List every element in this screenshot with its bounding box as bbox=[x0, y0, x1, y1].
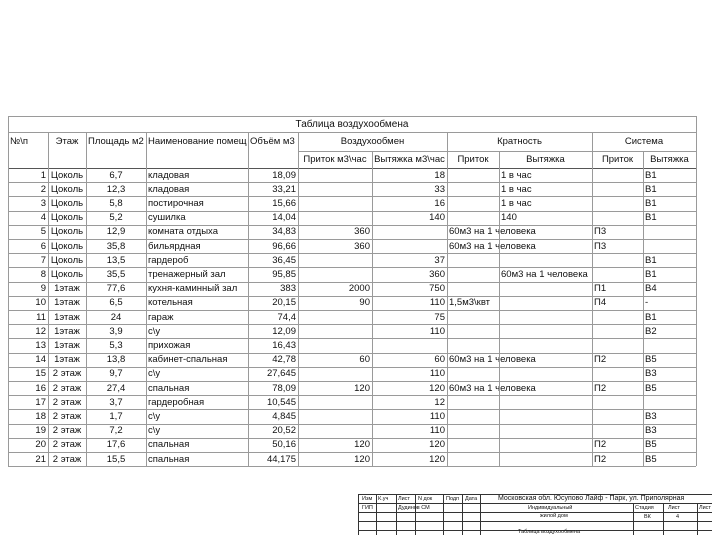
cell-floor: Цоколь bbox=[50, 254, 84, 266]
cell-ae-supply bbox=[298, 268, 372, 281]
cell-mult-exhaust bbox=[499, 424, 592, 437]
stamp-col-podp: Подп bbox=[446, 496, 460, 502]
stamp-object-line1: Индивидуальный bbox=[528, 505, 573, 511]
cell-num: 8 bbox=[40, 269, 46, 280]
cell-ae-supply bbox=[298, 311, 372, 324]
cell-sys-supply bbox=[592, 211, 643, 224]
cell-ae-supply bbox=[298, 410, 372, 423]
cell-num: 19 bbox=[35, 425, 46, 437]
cell-ae-supply bbox=[298, 183, 372, 196]
cell-sys-exhaust: В5 bbox=[645, 354, 657, 366]
stamp-sheet-value: 4 bbox=[676, 514, 680, 520]
table-title: Таблица воздухообмена bbox=[295, 118, 409, 130]
cell-mult-exhaust bbox=[499, 382, 592, 395]
cell-mult-exhaust bbox=[499, 311, 592, 324]
table-rule-h bbox=[8, 466, 696, 467]
cell-ae-supply bbox=[298, 396, 372, 409]
cell-name: кладовая bbox=[148, 183, 190, 195]
cell-mult-supply: 60м3 на 1 человека bbox=[449, 226, 536, 238]
table-rule-v bbox=[8, 116, 9, 466]
cell-ae-exhaust bbox=[372, 240, 447, 253]
cell-sys-supply: П3 bbox=[594, 240, 607, 252]
cell-floor: 1этаж bbox=[54, 283, 80, 295]
cell-area: 12,9 bbox=[106, 226, 126, 238]
cell-mult-supply bbox=[447, 197, 499, 210]
cell-mult-exhaust: 60м3 на 1 человека bbox=[501, 269, 588, 280]
cell-mult-exhaust bbox=[499, 396, 592, 409]
cell-num: 17 bbox=[35, 396, 46, 408]
cell-num: 2 bbox=[40, 183, 46, 195]
cell-name: бильярдная bbox=[148, 240, 201, 252]
cell-ae-exhaust: 750 bbox=[429, 283, 445, 295]
cell-sys-supply: П4 bbox=[594, 297, 607, 309]
cell-ae-supply: 120 bbox=[354, 382, 370, 394]
cell-ae-exhaust: 16 bbox=[434, 198, 445, 209]
cell-ae-supply bbox=[298, 325, 372, 338]
cell-volume: 4,845 bbox=[272, 411, 296, 422]
cell-name: спальная bbox=[148, 453, 190, 465]
cell-sys-supply: П3 bbox=[594, 226, 607, 238]
cell-mult-exhaust bbox=[499, 353, 592, 366]
cell-area: 27,4 bbox=[106, 382, 126, 394]
cell-name: гардеробная bbox=[148, 396, 205, 408]
stamp-col-list: Лист bbox=[398, 496, 410, 502]
table-rule-v bbox=[696, 116, 697, 466]
table-rule-v bbox=[86, 132, 87, 466]
subheader-sys-exhaust: Вытяжка bbox=[650, 154, 689, 165]
cell-name: постирочная bbox=[148, 198, 204, 209]
cell-name: кладовая bbox=[148, 169, 190, 181]
cell-sys-exhaust: В1 bbox=[645, 198, 657, 209]
cell-ae-exhaust bbox=[372, 339, 447, 352]
table-rule-v bbox=[447, 132, 448, 466]
cell-sys-supply: П2 bbox=[594, 453, 607, 465]
cell-area: 24 bbox=[110, 311, 122, 323]
cell-ae-supply: 2000 bbox=[348, 283, 370, 295]
cell-area: 3,9 bbox=[109, 325, 123, 337]
cell-mult-exhaust: 1 в час bbox=[501, 183, 532, 195]
cell-volume: 42,78 bbox=[272, 354, 296, 366]
cell-name: с\у bbox=[148, 411, 161, 422]
cell-num: 18 bbox=[35, 411, 46, 422]
subheader-sys-supply: Приток bbox=[601, 154, 634, 165]
stamp-rule-v bbox=[462, 494, 463, 535]
cell-sys-supply bbox=[592, 254, 643, 267]
stamp-rule-h bbox=[358, 512, 712, 513]
cell-num: 16 bbox=[35, 382, 46, 394]
cell-sys-supply bbox=[592, 325, 643, 338]
cell-ae-supply: 120 bbox=[354, 439, 370, 451]
cell-sys-exhaust: В2 bbox=[645, 325, 657, 337]
cell-ae-supply bbox=[298, 197, 372, 210]
stamp-rule-v bbox=[480, 494, 481, 535]
cell-num: 1 bbox=[40, 169, 46, 181]
cell-mult-supply bbox=[447, 325, 499, 338]
cell-floor: 1этаж bbox=[54, 354, 80, 366]
cell-area: 35,5 bbox=[106, 269, 126, 280]
stamp-col-ndoc: N док bbox=[418, 496, 433, 502]
cell-sys-supply: П2 bbox=[594, 439, 607, 451]
cell-area: 15,5 bbox=[106, 453, 126, 465]
subheader-mult-supply: Приток bbox=[457, 154, 489, 165]
cell-num: 6 bbox=[40, 240, 46, 252]
cell-num: 3 bbox=[40, 198, 46, 209]
cell-sys-exhaust bbox=[643, 396, 696, 409]
cell-ae-supply bbox=[298, 367, 372, 380]
cell-name: гараж bbox=[148, 311, 174, 323]
cell-name: гардероб bbox=[148, 254, 189, 266]
cell-mult-supply bbox=[447, 254, 499, 267]
cell-name: тренажерный зал bbox=[148, 269, 226, 280]
cell-name: прихожая bbox=[148, 340, 191, 351]
cell-sys-exhaust: В1 bbox=[645, 254, 657, 266]
cell-mult-exhaust bbox=[499, 453, 592, 466]
cell-ae-exhaust: 140 bbox=[429, 212, 445, 224]
stamp-rule-v bbox=[697, 503, 698, 535]
cell-name: кухня-каминный зал bbox=[148, 283, 238, 295]
table-rule-v bbox=[248, 132, 249, 466]
cell-mult-exhaust bbox=[499, 325, 592, 338]
subheader-ae-exhaust: Вытяжка м3\час bbox=[374, 154, 445, 165]
header-multiplicity: Кратность bbox=[497, 136, 542, 147]
cell-ae-exhaust: 360 bbox=[429, 269, 445, 280]
cell-volume: 15,66 bbox=[272, 198, 296, 209]
cell-mult-supply bbox=[447, 339, 499, 352]
cell-area: 17,6 bbox=[106, 439, 126, 451]
cell-ae-supply bbox=[298, 211, 372, 224]
cell-area: 12,3 bbox=[106, 183, 126, 195]
cell-mult-exhaust: 1 в час bbox=[501, 169, 532, 181]
cell-mult-exhaust bbox=[499, 282, 592, 295]
cell-ae-exhaust: 110 bbox=[429, 411, 445, 422]
cell-name: комната отдыха bbox=[148, 226, 218, 238]
stamp-gip-name: Дудинов СМ bbox=[398, 505, 430, 511]
cell-sys-exhaust: В3 bbox=[645, 368, 657, 380]
stamp-rule-v bbox=[376, 494, 377, 535]
cell-area: 5,8 bbox=[109, 198, 123, 209]
cell-num: 21 bbox=[35, 453, 46, 465]
cell-floor: Цоколь bbox=[50, 212, 84, 224]
cell-mult-supply bbox=[447, 424, 499, 437]
cell-mult-exhaust bbox=[499, 240, 592, 253]
cell-ae-exhaust: 110 bbox=[429, 325, 445, 337]
cell-area: 1,7 bbox=[109, 411, 123, 422]
cell-ae-exhaust: 120 bbox=[429, 453, 445, 465]
cell-name: спальная bbox=[148, 382, 190, 394]
cell-sys-exhaust bbox=[643, 339, 696, 352]
cell-floor: 2 этаж bbox=[52, 453, 82, 465]
stamp-col-kuch: К.уч bbox=[378, 496, 389, 502]
cell-sys-supply bbox=[592, 410, 643, 423]
cell-volume: 44,175 bbox=[266, 453, 296, 465]
cell-volume: 50,16 bbox=[272, 439, 296, 451]
cell-volume: 383 bbox=[280, 283, 296, 295]
cell-ae-supply bbox=[298, 169, 372, 182]
cell-num: 7 bbox=[40, 254, 46, 266]
cell-mult-supply: 60м3 на 1 человека bbox=[449, 382, 536, 394]
stamp-rule-v bbox=[415, 494, 416, 535]
table-rule-h bbox=[298, 151, 696, 152]
cell-floor: 2 этаж bbox=[52, 382, 82, 394]
cell-ae-supply bbox=[298, 254, 372, 267]
cell-volume: 33,21 bbox=[272, 183, 296, 195]
cell-sys-exhaust: В4 bbox=[645, 283, 657, 295]
cell-name: с\у bbox=[148, 325, 161, 337]
cell-ae-exhaust: 110 bbox=[429, 368, 445, 380]
cell-area: 5,2 bbox=[109, 212, 123, 224]
cell-mult-exhaust bbox=[499, 296, 592, 309]
stamp-rule-h bbox=[358, 521, 712, 522]
cell-sys-supply: П2 bbox=[594, 354, 607, 366]
cell-num: 5 bbox=[40, 226, 46, 238]
subheader-mult-exhaust: Вытяжка bbox=[526, 154, 565, 165]
stamp-rule-h bbox=[358, 503, 712, 504]
cell-volume: 95,85 bbox=[272, 269, 296, 280]
header-area: Площадь м2 bbox=[88, 136, 144, 147]
cell-ae-supply: 360 bbox=[354, 240, 370, 252]
cell-num: 15 bbox=[35, 368, 46, 380]
cell-mult-supply bbox=[447, 169, 499, 182]
cell-num: 12 bbox=[35, 325, 46, 337]
cell-floor: Цоколь bbox=[50, 198, 84, 209]
cell-sys-supply: П2 bbox=[594, 382, 607, 394]
cell-sys-exhaust bbox=[643, 240, 696, 253]
header-system: Система bbox=[624, 136, 664, 147]
cell-sys-exhaust: В1 bbox=[645, 269, 657, 280]
cell-floor: 2 этаж bbox=[52, 411, 82, 422]
stamp-sheets-label: Лист bbox=[699, 505, 711, 511]
cell-ae-supply: 360 bbox=[354, 226, 370, 238]
cell-mult-supply bbox=[447, 396, 499, 409]
cell-num: 9 bbox=[40, 283, 46, 295]
cell-mult-supply bbox=[447, 367, 499, 380]
stamp-sheet-label: Лист bbox=[668, 505, 680, 511]
cell-mult-exhaust: 1 в час bbox=[501, 198, 532, 209]
cell-floor: 2 этаж bbox=[52, 368, 82, 380]
cell-volume: 14,04 bbox=[272, 212, 296, 224]
cell-sys-supply bbox=[592, 424, 643, 437]
cell-name: спальная bbox=[148, 439, 190, 451]
stamp-gip-label: ГИП bbox=[362, 505, 373, 511]
cell-mult-supply bbox=[447, 438, 499, 451]
cell-ae-exhaust: 110 bbox=[429, 297, 445, 309]
cell-sys-supply bbox=[592, 169, 643, 182]
cell-ae-supply: 90 bbox=[359, 297, 370, 309]
cell-ae-exhaust: 18 bbox=[434, 169, 445, 181]
cell-ae-supply: 60 bbox=[359, 354, 370, 366]
cell-sys-exhaust: В3 bbox=[645, 411, 657, 422]
cell-mult-supply bbox=[447, 410, 499, 423]
cell-ae-exhaust: 33 bbox=[434, 183, 445, 195]
header-air-exchange: Воздухообмен bbox=[340, 136, 405, 147]
cell-area: 6,7 bbox=[109, 169, 123, 181]
cell-mult-exhaust bbox=[499, 339, 592, 352]
table-rule-v bbox=[298, 132, 299, 466]
cell-mult-supply bbox=[447, 453, 499, 466]
cell-mult-supply bbox=[447, 282, 499, 295]
cell-ae-exhaust: 37 bbox=[434, 254, 445, 266]
cell-floor: Цоколь bbox=[50, 169, 84, 181]
stamp-col-izm: Изм bbox=[362, 496, 373, 502]
cell-mult-supply: 60м3 на 1 человека bbox=[449, 354, 536, 366]
cell-sys-exhaust: В1 bbox=[645, 212, 657, 224]
table-rule-v bbox=[499, 151, 500, 466]
header-floor: Этаж bbox=[55, 136, 79, 147]
cell-floor: Цоколь bbox=[50, 269, 84, 280]
cell-ae-exhaust: 12 bbox=[434, 396, 445, 408]
cell-floor: 1этаж bbox=[54, 325, 80, 337]
cell-volume: 27,645 bbox=[266, 368, 296, 380]
cell-ae-exhaust: 120 bbox=[429, 382, 445, 394]
cell-sys-supply: П1 bbox=[594, 283, 607, 295]
stamp-col-data: Дата bbox=[465, 496, 478, 502]
cell-mult-exhaust bbox=[499, 225, 592, 238]
cell-num: 11 bbox=[36, 311, 46, 323]
cell-ae-exhaust: 60 bbox=[434, 354, 445, 366]
cell-mult-supply bbox=[447, 183, 499, 196]
cell-sys-supply bbox=[592, 311, 643, 324]
cell-sys-exhaust: В1 bbox=[645, 311, 657, 323]
cell-area: 7,2 bbox=[109, 425, 123, 437]
cell-sys-exhaust: В1 bbox=[645, 169, 657, 181]
cell-floor: 2 этаж bbox=[52, 396, 82, 408]
cell-floor: 1этаж bbox=[54, 311, 80, 323]
cell-area: 9,7 bbox=[109, 368, 123, 380]
cell-sys-supply bbox=[592, 396, 643, 409]
cell-num: 14 bbox=[35, 354, 46, 366]
cell-area: 77,6 bbox=[106, 283, 126, 295]
header-volume: Объём м3 bbox=[250, 136, 295, 147]
table-rule-v bbox=[592, 132, 593, 466]
table-rule-v bbox=[146, 132, 147, 466]
cell-area: 13,8 bbox=[106, 354, 126, 366]
cell-name: сушилка bbox=[148, 212, 186, 224]
header-num: №\п bbox=[10, 136, 28, 147]
cell-mult-exhaust bbox=[499, 367, 592, 380]
cell-sys-exhaust: В5 bbox=[645, 382, 657, 394]
stamp-rule-v bbox=[663, 503, 664, 535]
cell-ae-exhaust: 110 bbox=[429, 425, 445, 437]
cell-mult-exhaust bbox=[499, 410, 592, 423]
cell-volume: 78,09 bbox=[272, 382, 296, 394]
cell-volume: 16,43 bbox=[272, 340, 296, 351]
cell-mult-supply bbox=[447, 211, 499, 224]
cell-floor: 2 этаж bbox=[52, 439, 82, 451]
cell-sys-supply bbox=[592, 197, 643, 210]
cell-mult-supply: 60м3 на 1 человека bbox=[449, 240, 536, 252]
cell-area: 35,8 bbox=[106, 240, 126, 252]
cell-mult-supply bbox=[447, 311, 499, 324]
cell-mult-supply: 1,5м3\квт bbox=[449, 297, 491, 309]
stamp-doc-title: Таблица воздухообмена bbox=[518, 529, 581, 535]
cell-num: 10 bbox=[35, 297, 46, 309]
cell-volume: 12,09 bbox=[272, 325, 296, 337]
cell-sys-supply bbox=[592, 339, 643, 352]
stamp-rule-v bbox=[396, 494, 397, 535]
cell-ae-supply bbox=[298, 424, 372, 437]
cell-name: с\у bbox=[148, 425, 161, 437]
cell-mult-exhaust bbox=[499, 254, 592, 267]
cell-mult-exhaust bbox=[499, 438, 592, 451]
cell-floor: 1этаж bbox=[54, 297, 80, 309]
cell-floor: Цоколь bbox=[50, 226, 84, 238]
cell-num: 20 bbox=[35, 439, 46, 451]
cell-sys-exhaust: В5 bbox=[645, 439, 657, 451]
cell-sys-exhaust: - bbox=[645, 297, 649, 309]
cell-floor: 1этаж bbox=[54, 340, 80, 351]
stamp-rule-v bbox=[358, 494, 359, 535]
cell-sys-supply bbox=[592, 367, 643, 380]
cell-volume: 74,4 bbox=[277, 311, 296, 323]
cell-num: 13 bbox=[35, 340, 46, 351]
stamp-stage-label: Стадия bbox=[635, 505, 654, 511]
cell-mult-supply bbox=[447, 268, 499, 281]
table-rule-v bbox=[372, 151, 373, 466]
cell-volume: 20,15 bbox=[272, 297, 296, 309]
cell-area: 3,7 bbox=[109, 396, 123, 408]
header-room-name: Наименование помещ bbox=[148, 136, 247, 147]
cell-sys-exhaust bbox=[643, 225, 696, 238]
stamp-rule-v bbox=[633, 503, 634, 535]
cell-floor: Цоколь bbox=[50, 240, 84, 252]
cell-ae-exhaust bbox=[372, 225, 447, 238]
stamp-rule-v bbox=[443, 494, 444, 535]
table-rule-v bbox=[643, 151, 644, 466]
cell-floor: Цоколь bbox=[50, 183, 84, 195]
cell-area: 6,5 bbox=[109, 297, 123, 309]
stamp-address: Московская обл. Юсупово Лайф - Парк, ул. Приполярная bbox=[498, 495, 685, 502]
cell-ae-exhaust: 75 bbox=[434, 311, 445, 323]
cell-sys-supply bbox=[592, 183, 643, 196]
stamp-stage-value: ВК bbox=[644, 514, 651, 520]
cell-ae-supply bbox=[298, 339, 372, 352]
cell-name: кабинет-спальная bbox=[148, 354, 228, 366]
cell-volume: 36,45 bbox=[272, 254, 296, 266]
cell-volume: 96,66 bbox=[272, 240, 296, 252]
cell-floor: 2 этаж bbox=[52, 425, 82, 437]
cell-ae-supply: 120 bbox=[354, 453, 370, 465]
cell-volume: 18,09 bbox=[272, 169, 296, 181]
table-rule-v bbox=[48, 132, 49, 466]
cell-ae-exhaust: 120 bbox=[429, 439, 445, 451]
cell-mult-exhaust: 140 bbox=[501, 212, 517, 224]
cell-sys-exhaust: В5 bbox=[645, 453, 657, 465]
cell-name: с\у bbox=[148, 368, 161, 380]
cell-volume: 20,52 bbox=[272, 425, 296, 437]
cell-name: котельная bbox=[148, 297, 193, 309]
cell-area: 13,5 bbox=[106, 254, 126, 266]
cell-volume: 34,83 bbox=[272, 226, 296, 238]
cell-sys-supply bbox=[592, 268, 643, 281]
cell-area: 5,3 bbox=[109, 340, 123, 351]
cell-volume: 10,545 bbox=[266, 396, 296, 408]
stamp-object-line2: жилой дом bbox=[540, 513, 568, 519]
cell-sys-exhaust: В1 bbox=[645, 183, 657, 195]
subheader-ae-supply: Приток м3\час bbox=[303, 154, 367, 165]
cell-num: 4 bbox=[40, 212, 46, 224]
cell-sys-exhaust: В3 bbox=[645, 425, 657, 437]
